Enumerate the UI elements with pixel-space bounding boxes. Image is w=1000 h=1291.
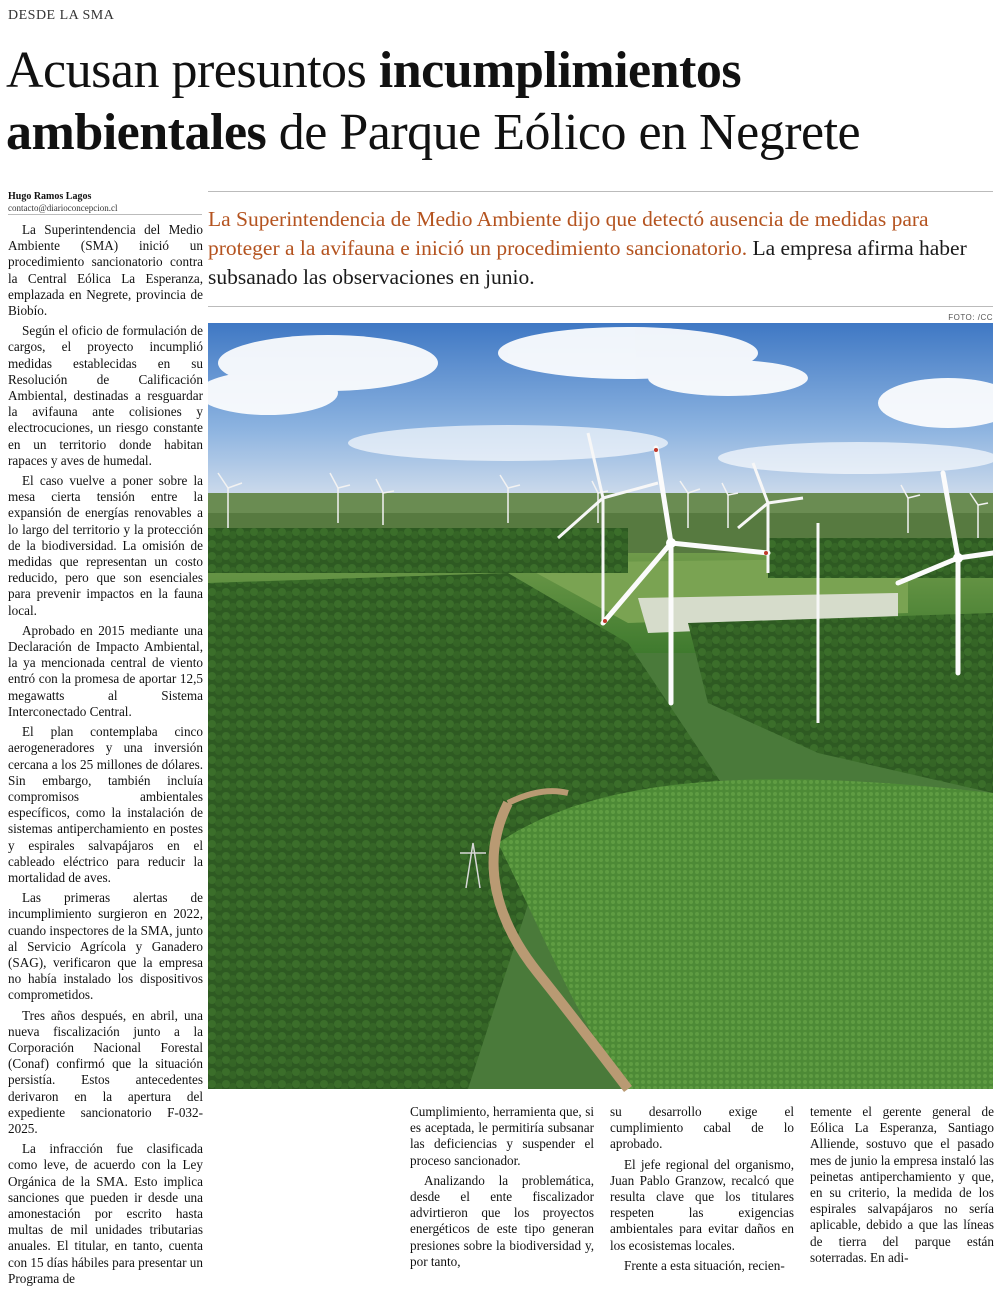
column-1-paragraph-6: Las primeras alertas de incumplimiento surgieron en 2022, cuando inspectores de la SMA, junto al Servicio Agrícola y Ganadero (SAG), verificaron que la empresa no había instalado los dispositivos comprometidos. bbox=[8, 890, 203, 1003]
wind-farm-photo bbox=[208, 323, 993, 1089]
article-column-3 bbox=[610, 1104, 794, 1278]
column-1-paragraph-1: La Superintendencia del Medio Ambiente (SMA) inició un procedimiento sancionatorio contra la Central Eólica La Esperanza, emplazada en Negrete, provincia de Biobío. bbox=[8, 222, 203, 319]
lead-rest: La empresa afirma haber subsanado las observaciones en junio. bbox=[208, 236, 967, 289]
column-2-paragraph-2: Analizando la problemática, desde el ente fiscalizador advirtieron que los proyectos energéticos de este tipo generan presiones sobre la biodiversidad y, por tanto, bbox=[410, 1172, 594, 1269]
article-column-4 bbox=[810, 1104, 994, 1270]
headline-part-3: ambientales bbox=[6, 104, 267, 161]
column-1-paragraph-3: El caso vuelve a poner sobre la mesa cierta tensión entre la expansión de energías renovables a lo largo del territorio y la protección de la biodiversidad. La omisión de medidas que representan un costo reducido, pero que son esenciales para prevenir impactos en la fauna local. bbox=[8, 473, 203, 618]
wind-farm-illustration bbox=[208, 323, 993, 1089]
lead-paragraph bbox=[208, 205, 993, 292]
column-1-paragraph-2: Según el oficio de formulación de cargos, el proyecto incumplió medidas establecidas en su Resolución de Calificación Ambiental, destinadas a resguardar la avifauna ante colisiones y electrocuciones, un riesgo constante en un territorio donde habitan rapaces y aves de humedal. bbox=[8, 323, 203, 468]
article-column-1 bbox=[8, 222, 203, 1291]
lead-top-divider bbox=[208, 191, 993, 192]
column-1-paragraph-5: El plan contemplaba cinco aerogeneradores y una inversión cercana a los 25 millones de dólares. Sin embargo, también incluía compromisos ambientales específicos, como la instalación de sistemas antiperchamiento en postes y espirales salvapájaros en el cableado eléctrico para reducir la mortalidad de aves. bbox=[8, 724, 203, 885]
article-column-2 bbox=[410, 1104, 594, 1274]
column-1-paragraph-4: Aprobado en 2015 mediante una Declaración de Impacto Ambiental, la ya mencionada central de viento entró con la promesa de aportar 12,5 megawatts al Sistema Interconectado Central. bbox=[8, 622, 203, 719]
column-3-paragraph-1: su desarrollo exige el cumplimiento cabal de lo aprobado. bbox=[610, 1104, 794, 1152]
photo-credit: FOTO: /CC bbox=[948, 313, 993, 322]
column-1-paragraph-7: Tres años después, en abril, una nueva fiscalización junto a la Corporación Nacional Forestal (Conaf) confirmó que la situación persistía. Estos antecedentes derivaron en la apertura del expediente sancionatorio F-032-2025. bbox=[8, 1007, 203, 1136]
headline-part-1: Acusan presuntos bbox=[6, 42, 379, 99]
byline-email[interactable]: contacto@diarioconcepcion.cl bbox=[8, 203, 118, 213]
column-4-paragraph-1: temente el gerente general de Eólica La Esperanza, Santiago Alliende, sostuvo que el pasado mes de junio la empresa instaló las peinetas antiperchamiento y que, en su criterio, la medida de los espirales salvapájaros no sería aplicable, debido a que las líneas de tierra del parque están soterradas. En adi- bbox=[810, 1104, 994, 1265]
column-1-paragraph-8: La infracción fue clasificada como leve, de acuerdo con la Ley Orgánica de la SMA. Esto implica sanciones que pueden ir desde una amonestación por escrito hasta multas de mil unidades tributarias anuales. El titular, en tanto, cuenta con 15 días hábiles para presentar un Programa de bbox=[8, 1141, 203, 1286]
byline-divider bbox=[8, 214, 202, 215]
lead-accent: La Superintendencia de Medio Ambiente dijo que detectó ausencia de medidas para proteger a la avifauna e inició un procedimiento sancionatorio. bbox=[208, 207, 929, 260]
byline-author: Hugo Ramos Lagos bbox=[8, 191, 92, 202]
column-3-paragraph-3: Frente a esta situación, recien- bbox=[624, 1257, 785, 1273]
byline bbox=[8, 191, 203, 214]
column-2-paragraph-1: Cumplimiento, herramienta que, si es aceptada, le permitiría subsanar las deficiencias y suspender el proceso sancionador. bbox=[410, 1104, 594, 1168]
section-label: DESDE LA SMA bbox=[8, 8, 115, 23]
lead-bottom-divider bbox=[208, 306, 993, 307]
headline bbox=[6, 40, 996, 164]
headline-part-4: de Parque Eólico en Negrete bbox=[266, 104, 861, 161]
headline-part-2: incumplimientos bbox=[378, 42, 742, 99]
column-3-paragraph-2: El jefe regional del organismo, Juan Pablo Granzow, recalcó que resulta clave que los titulares respeten las exigencias ambientales para evitar daños en los ecosistemas locales. bbox=[610, 1156, 794, 1253]
